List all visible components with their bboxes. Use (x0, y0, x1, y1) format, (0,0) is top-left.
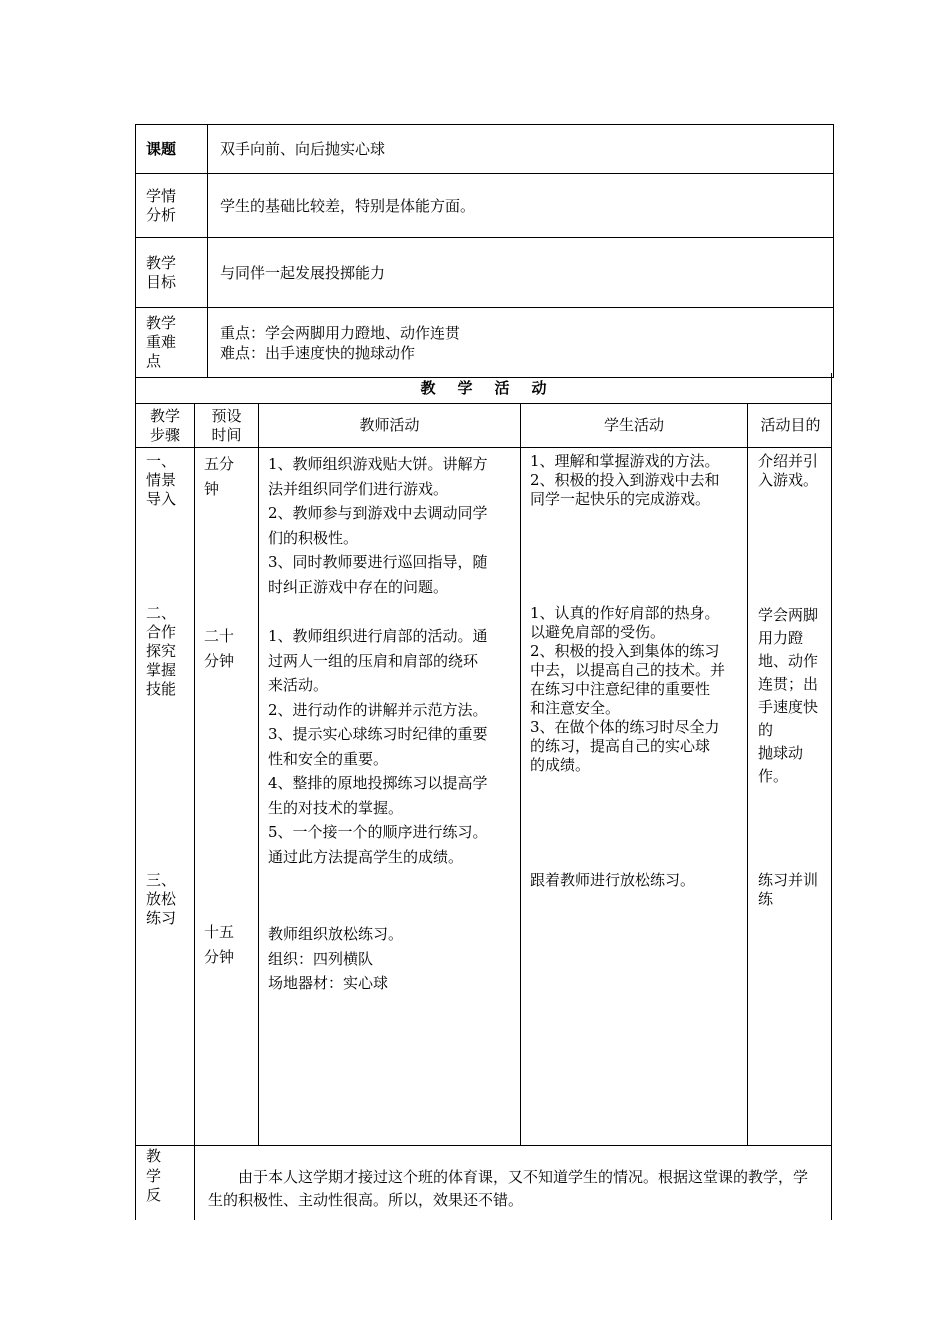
student-activity-2: 1、认真的作好肩部的热身。 以避免肩部的受伤。 2、积极的投入到集体的练习 中去，以提高自己的技术。并 在练习中注意纪律的重要性 和注意安全。 3、在做个体的练习时尽全力 的练习，提高自己的实心球 的成绩。 (530, 604, 726, 774)
teacher-activity-3: 教师组织放松练习。 组织：四列横队 场地器材：实心球 (268, 925, 404, 992)
section-title: 教学活动 (135, 373, 832, 404)
goal-label: 教学 目标 (136, 238, 208, 307)
student-activity-3: 跟着教师进行放松练习。 (530, 871, 696, 889)
header-purpose: 活动目的 (760, 416, 821, 434)
header-step: 教学 步骤 (149, 406, 180, 444)
hard-point: 难点：出手速度快的抛球动作 (220, 343, 416, 362)
topic-label: 课题 (136, 125, 208, 173)
header-teacher: 教师活动 (359, 416, 420, 434)
step-1: 一、 情景 导入 (146, 452, 177, 508)
teacher-activity-2: 1、教师组织进行肩部的活动。通 过两人一组的压肩和肩部的绕环 来活动。 2、进行动作的讲解并示范方法。 3、提示实心球练习时纪律的重要 性和安全的重要。 4、整排的原地投掷练习以提高学 生的对技术的掌握。 5、一个接一个的顺序进行练习。 通过此方法提高学生的成绩。 (268, 627, 488, 866)
difficulty-value (208, 308, 833, 377)
analysis-value: 学生的基础比较差，特别是体能方面。 (220, 196, 476, 215)
topic-row (136, 125, 833, 174)
purpose-2: 学会两脚 用力蹬 地、动作 连贯；出 手速度快 的 抛球动 作。 (758, 606, 819, 785)
time-2: 二十 分钟 (204, 627, 235, 670)
reflection-text: 由于本人这学期才接过这个班的体育课，又不知道学生的情况。根据这堂课的教学，学生的积极性、主动性很高。所以，效果还不错。 (208, 1168, 809, 1209)
time-3: 十五 分钟 (204, 923, 235, 966)
analysis-row (136, 174, 833, 238)
topic-value: 双手向前、向后抛实心球 (220, 140, 386, 158)
time-1: 五分 钟 (204, 455, 235, 498)
activity-table (135, 404, 832, 1146)
difficulty-label: 教学 重难 点 (136, 308, 208, 377)
lesson-info-table (135, 124, 834, 378)
student-activity-1: 1、理解和掌握游戏的方法。 2、积极的投入到游戏中去和 同学一起快乐的完成游戏。 (530, 452, 720, 508)
difficulty-row (136, 308, 833, 378)
goal-row (136, 238, 833, 308)
key-point: 重点：学会两脚用力蹬地、动作连贯 (220, 323, 461, 342)
header-student: 学生活动 (603, 416, 664, 434)
analysis-label: 学情 分析 (136, 174, 208, 237)
reflection-section (135, 1146, 832, 1220)
purpose-1: 介绍并引 入游戏。 (758, 452, 819, 489)
step-2: 二、 合作 探究 掌握 技能 (146, 604, 177, 698)
goal-value: 与同伴一起发展投掷能力 (220, 263, 386, 282)
teacher-activity-1: 1、教师组织游戏贴大饼。讲解方 法并组织同学们进行游戏。 2、教师参与到游戏中去调动同学 们的积极性。 3、同时教师要进行巡回指导，随 时纠正游戏中存在的问题。 (268, 455, 488, 596)
purpose-3: 练习并训 练 (758, 871, 819, 908)
step-3: 三、 放松 练习 (146, 871, 177, 927)
reflection-label: 教 学 反 (146, 1147, 162, 1204)
header-time: 预设 时间 (211, 406, 242, 444)
